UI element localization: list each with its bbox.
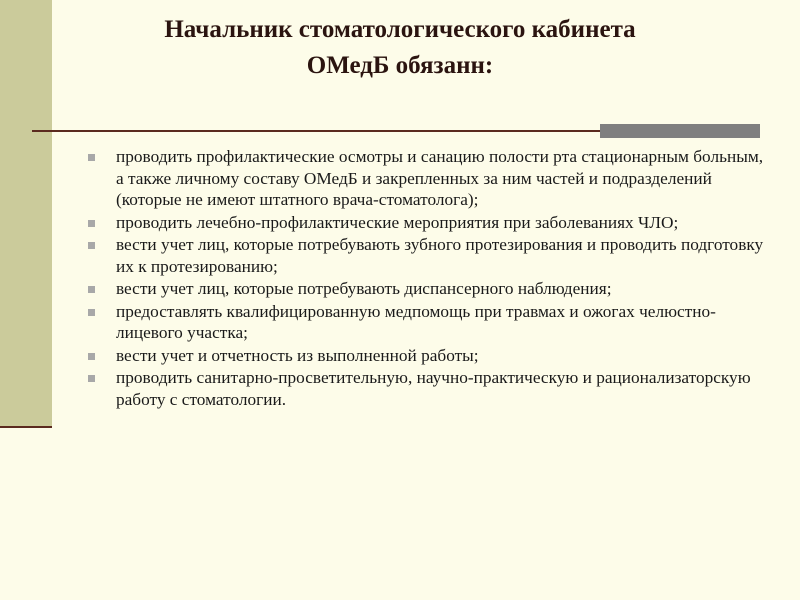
side-band-underline [0, 426, 52, 428]
bullet-text: проводить санитарно-просветительную, научно-практическую и рационализаторскую работу с стоматологии. [116, 368, 751, 409]
square-bullet-icon [88, 220, 95, 227]
bullet-text: вести учет и отчетность из выполненной работы; [116, 345, 479, 365]
title-divider-rule [32, 130, 600, 132]
square-bullet-icon [88, 353, 95, 360]
bullet-item [88, 301, 768, 344]
duties-bullet-list [88, 146, 768, 411]
bullet-item [88, 278, 768, 300]
bullet-text: проводить лечебно-профилактические мероприятия при заболеваниях ЧЛО; [116, 212, 679, 232]
bullet-text: предоставлять квалифицированную медпомощь при травмах и ожогах челюстно-лицевого участка; [116, 301, 716, 342]
square-bullet-icon [88, 242, 95, 249]
title-divider-block [600, 124, 760, 138]
slide-title-line-2: ОМедБ обязанн: [306, 52, 494, 79]
bullet-text: проводить профилактические осмотры и санацию полости рта стационарным больным, а также личному составу ОМедБ и закрепленных за ним частей и подразделений (которые не имеют штатного врача-стоматолога); [116, 147, 764, 209]
bullet-text: вести учет лиц, которые потребувають диспансерного наблюдения; [116, 279, 612, 298]
slide-title [70, 12, 730, 84]
square-bullet-icon [88, 286, 95, 293]
bullet-item [88, 367, 768, 410]
bullet-item [88, 234, 768, 277]
bullet-item [88, 212, 768, 234]
side-accent-band [0, 0, 52, 428]
slide-title-line-1: Начальник стоматологического кабинета [164, 16, 636, 43]
square-bullet-icon [88, 154, 95, 161]
square-bullet-icon [88, 309, 95, 316]
bullet-item [88, 345, 768, 367]
bullet-text: вести учет лиц, которые потребувають зубного протезирования и проводить подготовку их к протезированию; [116, 235, 764, 276]
bullet-item [88, 146, 768, 211]
square-bullet-icon [88, 375, 95, 382]
